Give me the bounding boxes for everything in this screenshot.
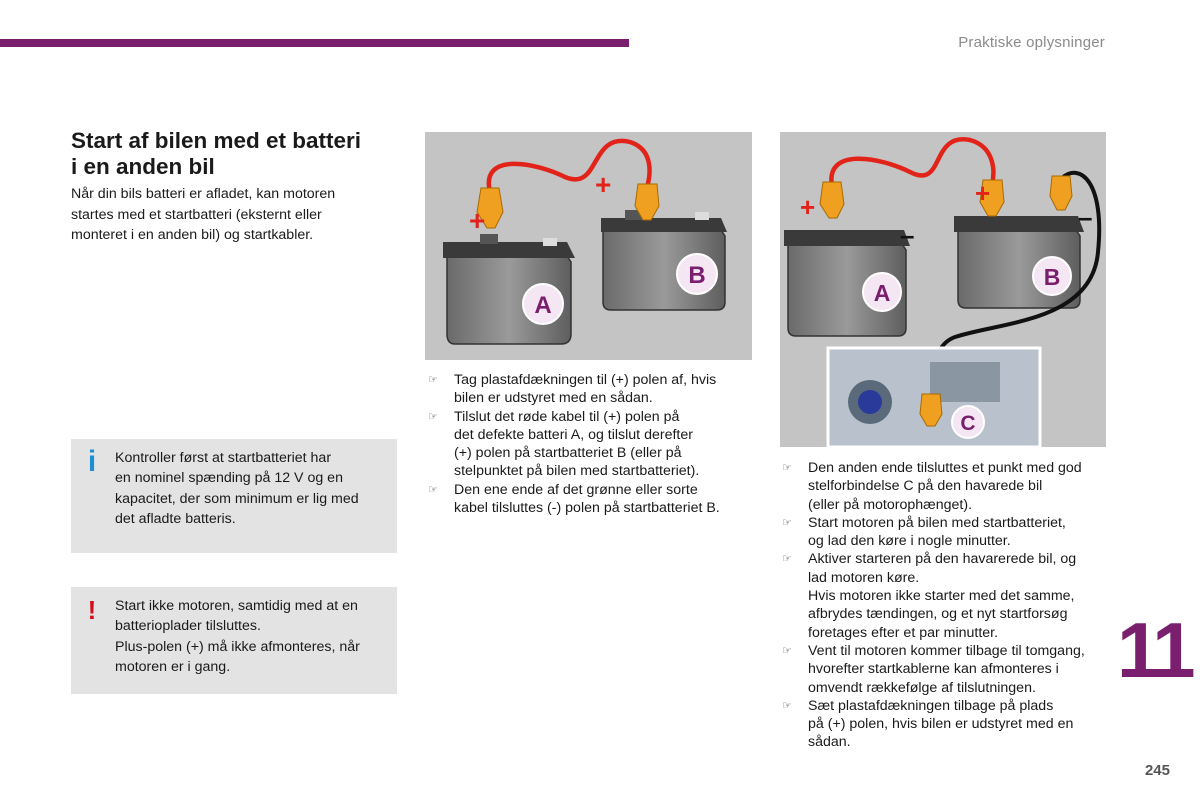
step-line: (+) polen på startbatteriet B (eller på	[454, 445, 682, 462]
warning-icon: !	[87, 595, 97, 625]
battery-a-label: A	[534, 292, 552, 319]
warning-text	[115, 596, 387, 677]
intro-line: startes med et startbatteri (eksternt eller	[71, 206, 322, 223]
step-line: Aktiver starteren på den havarerede bil, og	[808, 551, 1077, 568]
battery-illustration	[425, 132, 752, 360]
step-line: og lad den køre i nogle minutter.	[808, 533, 1011, 550]
step-line: det defekte batteri A, og tilslut derefter	[454, 426, 693, 443]
step-line: på (+) polen, hvis bilen er udstyret med en	[808, 716, 1074, 733]
step-line: sådan.	[808, 734, 851, 751]
list-item	[427, 371, 757, 408]
list-item	[781, 550, 1111, 641]
pointing-hand-icon: ☞	[782, 516, 792, 529]
list-item	[781, 697, 1111, 752]
pointing-hand-icon: ☞	[782, 699, 792, 712]
step-line: afbrydes tændingen, og et nyt startforsøg	[808, 606, 1068, 623]
battery-b-label: B	[1043, 264, 1061, 290]
figure-ground-connection	[780, 132, 1106, 447]
step-line: hvorefter startkablerne kan afmonteres i	[808, 661, 1059, 678]
info-icon: i	[87, 445, 97, 478]
plus-sign-a: +	[800, 192, 816, 222]
info-line: kapacitet, der som minimum er lig med	[115, 490, 359, 507]
battery-b	[601, 210, 727, 310]
warning-line: motoren er i gang.	[115, 658, 231, 675]
plus-sign-b: +	[975, 178, 991, 208]
title-line: Start af bilen med et batteri	[71, 128, 362, 153]
page-number: 245	[1144, 762, 1170, 779]
info-text	[115, 448, 387, 529]
warning-line: Plus-polen (+) må ikke afmonteres, når	[115, 638, 360, 655]
info-line: Kontroller først at startbatteriet har	[115, 450, 332, 466]
intro-line: Når din bils batteri er afladet, kan motoren	[71, 186, 336, 202]
battery-a-label: A	[873, 280, 891, 306]
step-line: Hvis motoren ikke starter med det samme,	[808, 588, 1075, 605]
step-line: Den ene ende af det grønne eller sorte	[454, 481, 698, 498]
list-item	[781, 514, 1111, 551]
minus-sign-a: –	[900, 220, 915, 250]
info-box	[71, 439, 397, 553]
battery-a	[443, 234, 575, 344]
battery-ground-illustration	[780, 132, 1106, 447]
ground-point-label: C	[960, 412, 976, 435]
red-cable	[831, 139, 993, 186]
pointing-hand-icon: ☞	[782, 553, 792, 566]
step-line: stelforbindelse C på den havarede bil	[808, 478, 1043, 495]
pointing-hand-icon: ☞	[428, 374, 438, 386]
step-line: Tag plastafdækningen til (+) polen af, hvis	[454, 372, 717, 388]
battery-b-label: B	[688, 262, 706, 289]
minus-sign-b: –	[1078, 202, 1093, 232]
title-line: i en anden bil	[71, 154, 215, 179]
header-accent-bar	[0, 39, 629, 47]
pointing-hand-icon: ☞	[782, 644, 792, 657]
list-item	[427, 481, 757, 518]
intro-paragraph	[71, 184, 381, 246]
step-line: omvendt rækkefølge af tilslutningen.	[808, 679, 1036, 696]
info-line: det afladte batteris.	[115, 510, 236, 527]
battery-a	[784, 230, 910, 336]
step-line: lad motoren køre.	[808, 569, 920, 586]
warning-line: batterioplader tilsluttes.	[115, 618, 261, 635]
red-cable	[489, 141, 650, 192]
list-item	[781, 459, 1111, 514]
list-item	[781, 642, 1111, 697]
warning-box	[71, 587, 397, 694]
step-line: Sæt plastafdækningen tilbage på plads	[808, 697, 1054, 714]
intro-line: monteret i en anden bil) og startkabler.	[71, 227, 314, 243]
page-title	[71, 128, 401, 180]
step-line: bilen er udstyret med en sådan.	[454, 390, 653, 407]
steps-list-left	[427, 371, 757, 517]
step-line: Start motoren på bilen med startbatteriet,	[808, 514, 1066, 531]
section-title: Praktiske oplysninger	[958, 34, 1105, 51]
pointing-hand-icon: ☞	[782, 462, 792, 474]
battery-b	[954, 216, 1084, 308]
plus-sign-a: +	[469, 205, 486, 236]
list-item	[427, 408, 757, 481]
step-line: stelpunktet på bilen med startbatteriet).	[454, 463, 700, 480]
step-line: (eller på motorophænget).	[808, 496, 973, 513]
pointing-hand-icon: ☞	[428, 410, 438, 423]
step-line: kabel tilsluttes (-) polen på startbatteriet B.	[454, 500, 720, 517]
steps-list-right	[781, 459, 1111, 752]
step-line: foretages efter et par minutter.	[808, 624, 999, 641]
warning-line: Start ikke motoren, samtidig med at en	[115, 598, 358, 614]
step-line: Den anden ende tilsluttes et punkt med god	[808, 460, 1082, 476]
info-line: en nominel spænding på 12 V og en	[115, 470, 343, 487]
step-line: Tilslut det røde kabel til (+) polen på	[454, 408, 680, 425]
chapter-number: 11	[1117, 606, 1192, 694]
pointing-hand-icon: ☞	[428, 483, 438, 496]
step-line: Vent til motoren kommer tilbage til tomgang,	[808, 642, 1085, 659]
figure-red-cable-connection	[425, 132, 752, 360]
plus-sign-b: +	[595, 169, 612, 200]
